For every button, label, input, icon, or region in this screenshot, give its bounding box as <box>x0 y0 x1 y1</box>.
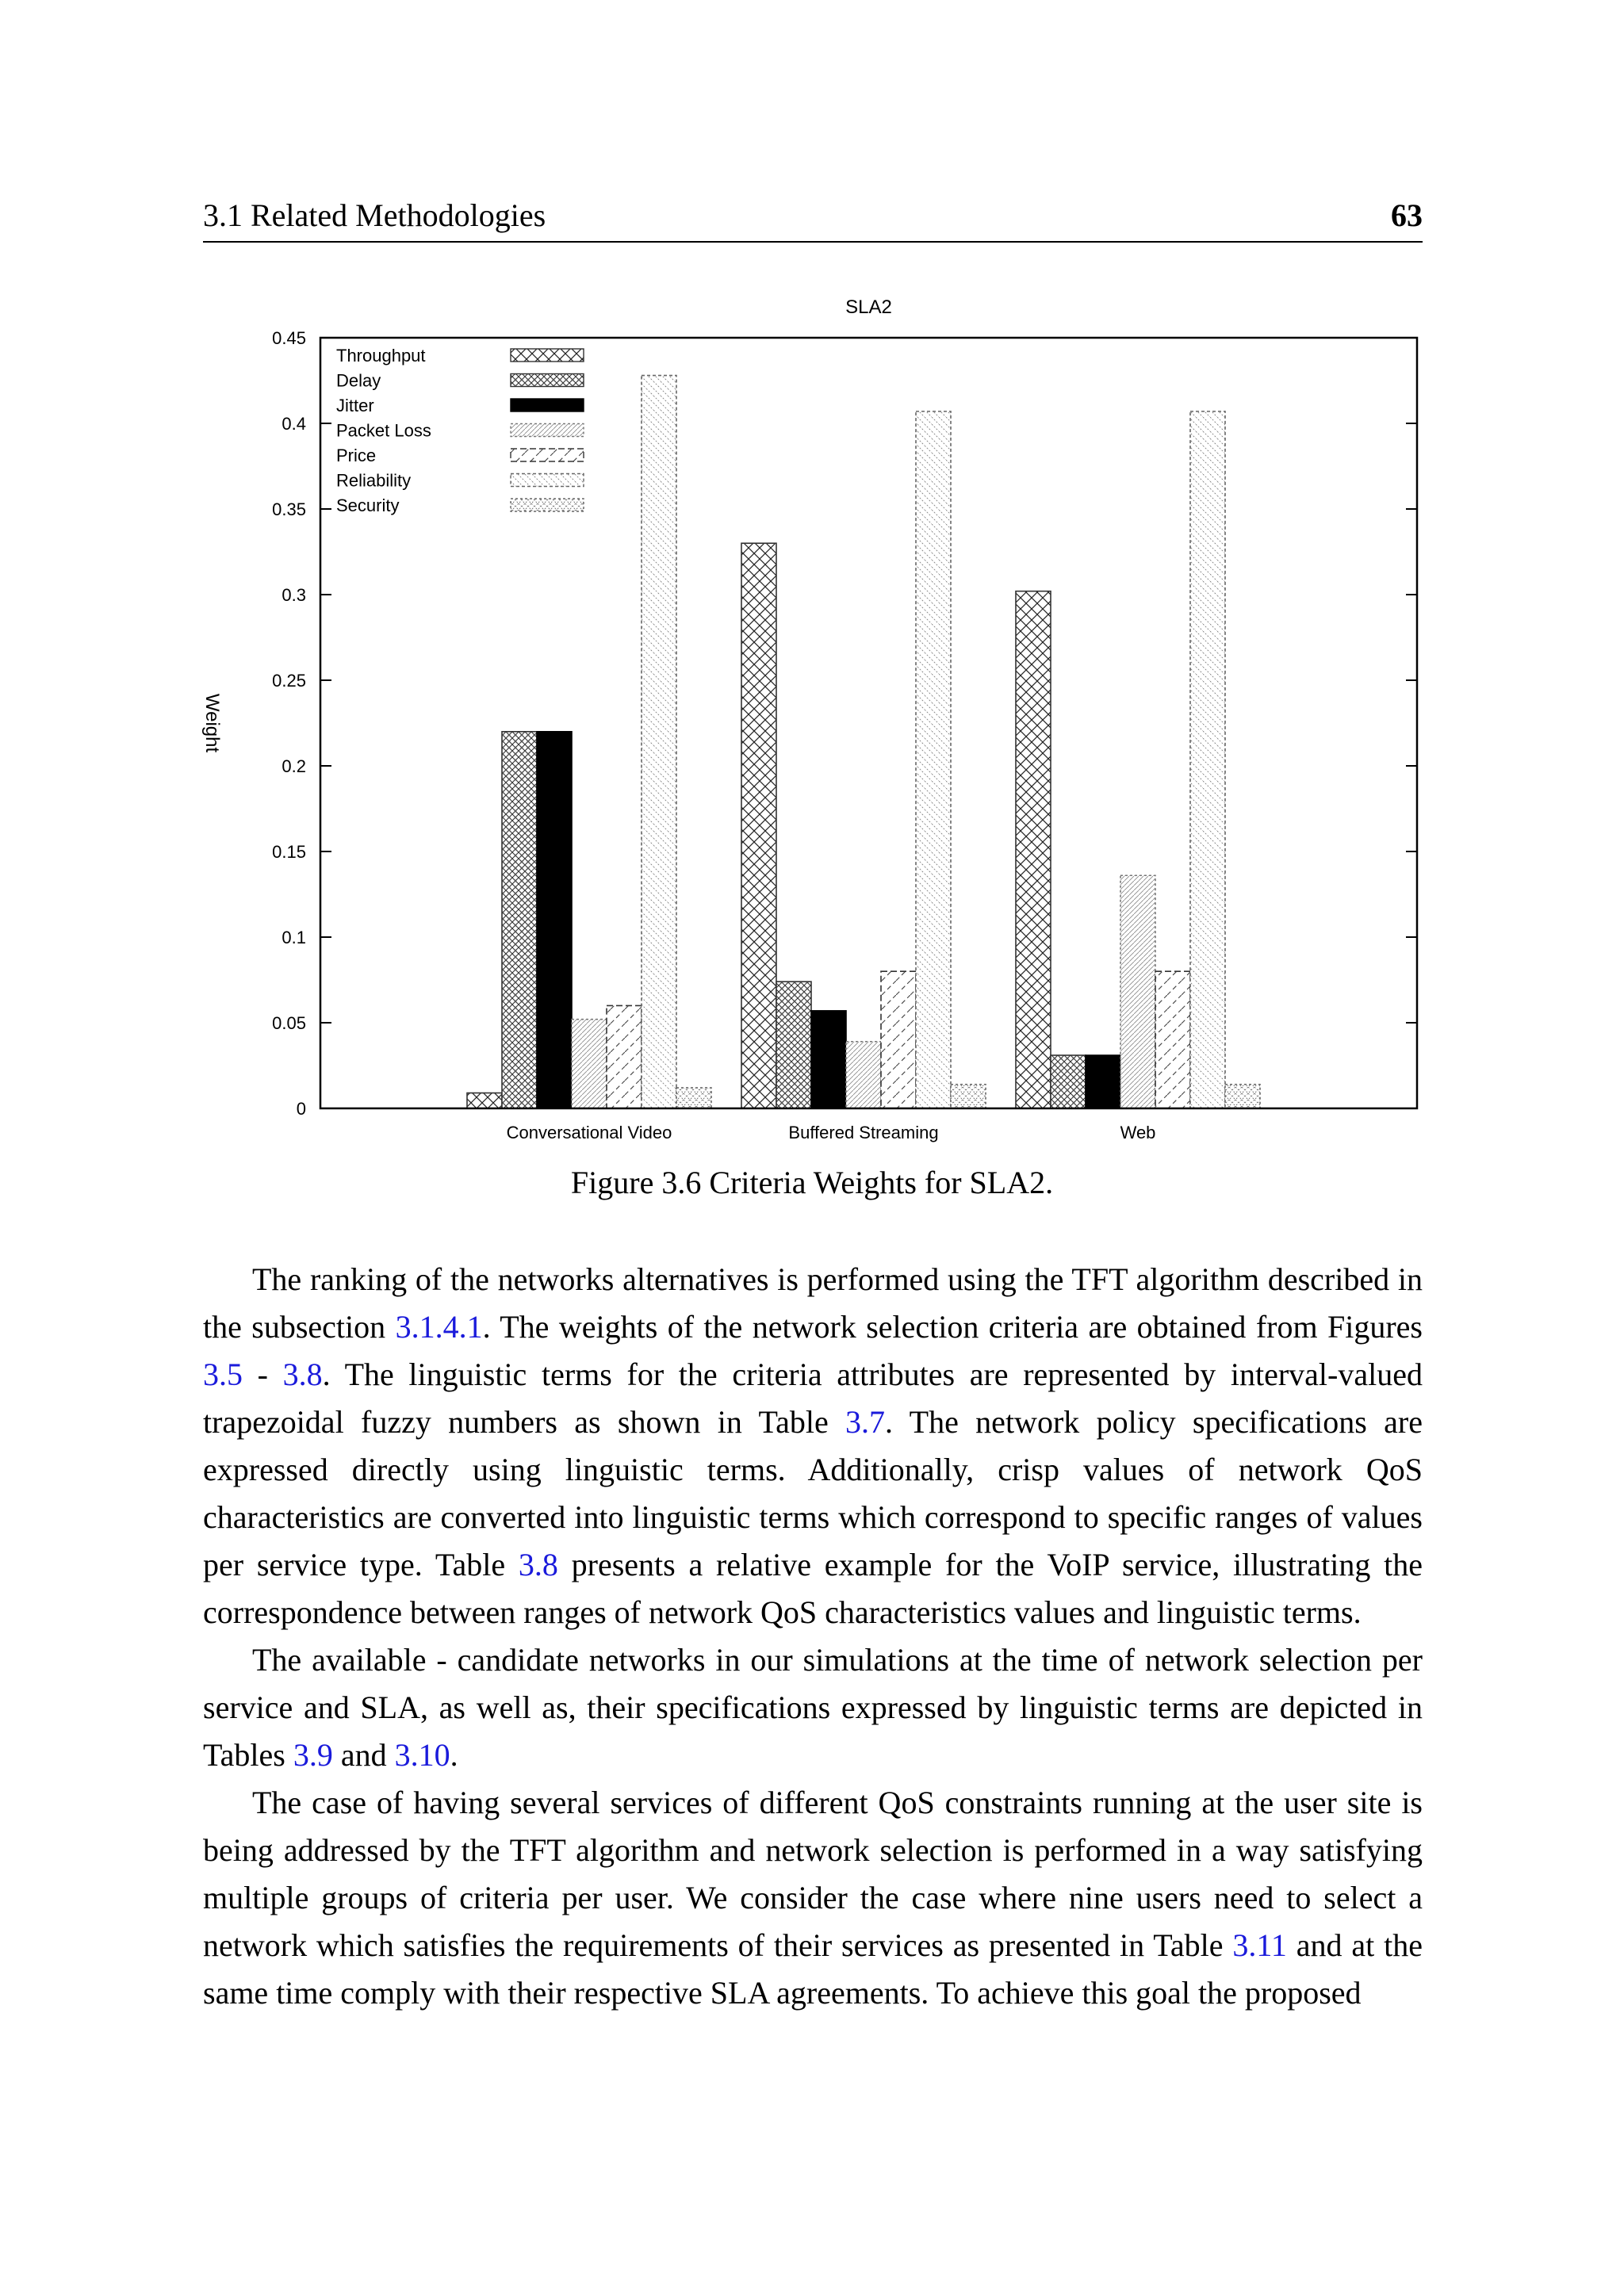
figure-link[interactable]: 3.5 <box>203 1357 243 1392</box>
y-tick-label: 0.35 <box>272 499 306 519</box>
table-link[interactable]: 3.7 <box>845 1404 886 1440</box>
y-tick-label: 0.2 <box>282 756 306 776</box>
bar-throughput <box>1016 591 1051 1108</box>
y-axis-label: Weight <box>201 693 223 753</box>
legend-swatch <box>511 349 584 362</box>
bar-jitter <box>811 1011 846 1108</box>
legend-swatch <box>511 374 584 387</box>
y-tick-label: 0.4 <box>282 414 306 434</box>
bar-security <box>1225 1085 1260 1108</box>
running-head <box>203 197 1423 243</box>
legend-swatch <box>511 499 584 511</box>
bar-packet-loss <box>846 1042 881 1108</box>
bar-reliability <box>642 376 676 1108</box>
section-title: 3.1 Related Methodologies <box>203 197 546 233</box>
text-run: . <box>450 1737 458 1773</box>
bar-security <box>951 1085 986 1108</box>
table-link[interactable]: 3.10 <box>394 1737 450 1773</box>
bar-delay <box>1051 1055 1086 1108</box>
legend-label: Throughput <box>336 346 426 365</box>
y-tick-label: 0.45 <box>272 328 306 348</box>
y-tick-label: 0.3 <box>282 585 306 605</box>
bar-chart <box>182 281 1451 1154</box>
paragraph <box>203 1256 1423 1636</box>
paragraph <box>203 1636 1423 1779</box>
bar-jitter <box>537 732 572 1108</box>
y-tick-label: 0 <box>296 1099 306 1119</box>
bar-price <box>607 1005 642 1108</box>
table-link[interactable]: 3.11 <box>1232 1927 1287 1963</box>
figure-link[interactable]: 3.8 <box>282 1357 323 1392</box>
text-run: and at the same time comply with their respective SLA agreements. To achieve this goal the proposed <box>203 1927 1423 2011</box>
bar-price <box>881 971 916 1108</box>
legend-swatch <box>511 449 584 461</box>
table-link[interactable]: 3.9 <box>293 1737 333 1773</box>
text-run: The case of having several services of different QoS constraints running at the user site is being addressed by the TFT algorithm and network selection is performed in a way satisfying multiple groups of criteria per user. We consider the case where nine users need to select a network which satisfies the requirements of their services as presented in Table <box>203 1785 1423 1963</box>
body-text <box>203 1256 1423 2017</box>
text-run: The ranking of the networks alternatives is performed using the TFT algorithm described in the subsection <box>203 1261 1423 1345</box>
bar-security <box>676 1088 711 1108</box>
x-tick-label: Buffered Streaming <box>788 1123 939 1142</box>
figure <box>182 281 1451 1154</box>
text-run: presents a relative example for the VoIP service, illustrating the correspondence between ranges of network QoS characteristics values and linguistic terms. <box>203 1547 1423 1630</box>
page-number: 63 <box>1391 197 1423 233</box>
legend-label: Reliability <box>336 470 412 491</box>
y-tick-label: 0.25 <box>272 671 306 691</box>
text-run: . The network policy specifications are expressed directly using linguistic terms. Additionally, crisp values of network QoS characteristics are converted into linguistic terms which correspond to specific ranges of values per service type. Table <box>203 1404 1423 1582</box>
bar-packet-loss <box>1120 875 1155 1108</box>
text-run: . The linguistic terms for the criteria attributes are represented by interval-valued trapezoidal fuzzy numbers as shown in Table <box>203 1357 1423 1440</box>
bar-packet-loss <box>572 1020 607 1108</box>
legend-label: Delay <box>336 370 381 391</box>
table-link[interactable]: 3.8 <box>518 1547 558 1582</box>
x-tick-label: Web <box>1120 1123 1156 1142</box>
bar-delay <box>502 732 537 1108</box>
text-run: and <box>332 1737 395 1773</box>
bar-reliability <box>916 411 951 1108</box>
legend-swatch <box>511 399 584 411</box>
legend-label: Packet Loss <box>336 420 431 441</box>
y-tick-label: 0.05 <box>272 1013 306 1033</box>
chart-title: SLA2 <box>845 297 892 318</box>
bar-jitter <box>1086 1055 1120 1108</box>
plot-frame <box>320 338 1417 1108</box>
bar-price <box>1155 971 1190 1108</box>
bar-throughput <box>741 543 776 1108</box>
legend-label: Security <box>336 496 400 515</box>
bar-throughput <box>467 1093 502 1108</box>
bar-reliability <box>1190 411 1225 1108</box>
text-run: . The weights of the network selection criteria are obtained from Figures <box>482 1309 1423 1345</box>
section-link[interactable]: 3.1.4.1 <box>395 1309 483 1345</box>
x-tick-label: Conversational Video <box>506 1123 672 1142</box>
legend-swatch <box>511 474 584 487</box>
y-tick-label: 0.1 <box>282 928 306 947</box>
legend-label: Price <box>336 446 377 465</box>
text-run: - <box>243 1357 283 1392</box>
legend-swatch <box>511 424 584 437</box>
bar-delay <box>776 982 811 1108</box>
legend-label: Jitter <box>336 396 374 415</box>
paragraph <box>203 1779 1423 2017</box>
figure-caption: Figure 3.6 Criteria Weights for SLA2. <box>570 1165 1054 1200</box>
y-tick-label: 0.15 <box>272 842 306 862</box>
text-run: The available - candidate networks in our simulations at the time of network selection per service and SLA, as well as, their specifications expressed by linguistic terms are depicted in Tables <box>203 1642 1423 1773</box>
